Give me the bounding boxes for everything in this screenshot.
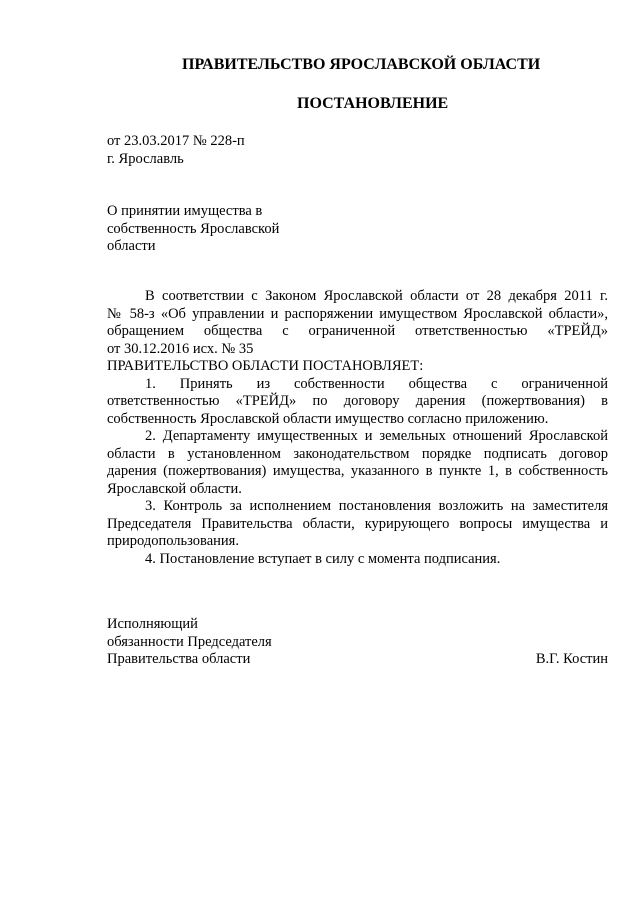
subject-line: собственность Ярославской [107,220,280,237]
organization-heading: ПРАВИТЕЛЬСТВО ЯРОСЛАВСКОЙ ОБЛАСТИ [182,56,541,73]
item-line: 3. Контроль за исполнением постановления возложить на заместителя [145,498,608,514]
preamble-line: от 30.12.2016 исх. № 35 [107,340,254,357]
item-line: природопользования. [107,533,239,549]
item-line: ответственностью «ТРЕЙД» по договору дарения (пожертвования) в [107,393,608,409]
preamble [107,288,608,358]
item-line: дарения (пожертвования) имущества, указанного в пункте 1, в собственность [107,463,608,479]
preamble-line: № 58-з «Об управлении и распоряжении имуществом Ярославской области», [107,305,608,322]
item-2 [107,428,608,498]
preamble-line: обращением общества с ограниченной ответственностью «ТРЕЙД» [107,323,608,339]
signatory-position-line: Правительства области [107,651,251,667]
signature-block [107,616,608,669]
item-line: области в установленном законодательством порядке подписать договор [107,445,608,462]
subject-block [107,203,279,256]
item-3 [107,498,608,551]
preamble-line: В соответствии с Законом Ярославской области от 28 декабря 2011 г. [145,288,608,304]
item-line: 2. Департаменту имущественных и земельных отношений Ярославской [145,428,608,444]
resolves-statement: ПРАВИТЕЛЬСТВО ОБЛАСТИ ПОСТАНОВЛЯЕТ: [107,358,424,374]
signatory-name: В.Г. Костин [535,651,608,667]
date-number: от 23.03.2017 № 228-п [107,133,245,149]
city: г. Ярославль [107,150,184,167]
item-line: собственность Ярославской области имущество согласно приложению. [107,410,549,427]
item-line: 1. Принять из собственности общества с ограниченной [145,375,608,392]
item-line: 4. Постановление вступает в силу с момента подписания. [145,550,501,567]
signatory-position-line: обязанности Председателя [107,633,272,650]
item-4 [107,551,608,569]
signatory-position-line: Исполняющий [107,616,198,632]
document-type-heading: ПОСТАНОВЛЕНИЕ [297,95,449,112]
item-1 [107,376,608,429]
signature-row [107,651,608,669]
document-body [107,288,608,568]
item-line: Ярославской области. [107,480,242,497]
item-line: Председателя Правительства области, курирующего вопросы имущества и [107,515,608,532]
document-meta [107,133,245,168]
subject-line: О принятии имущества в [107,203,263,219]
subject-line: области [107,238,156,254]
